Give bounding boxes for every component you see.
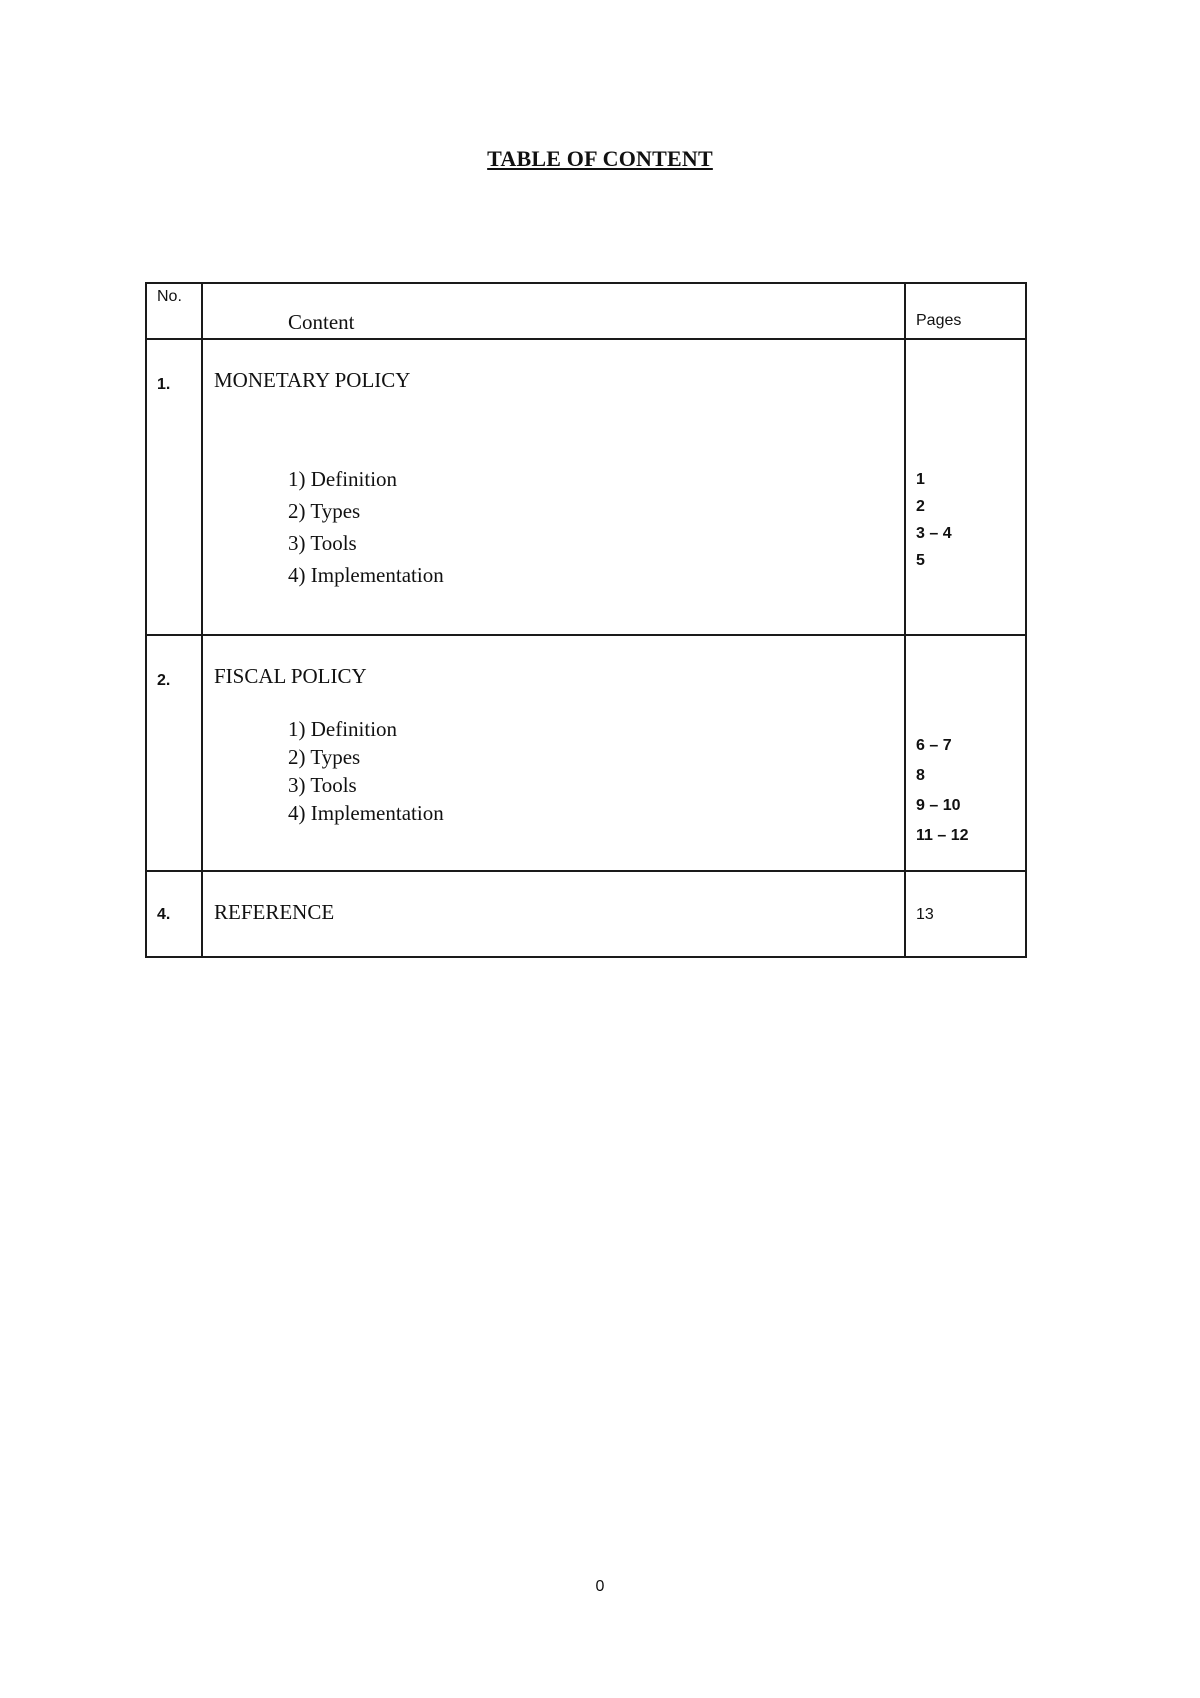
table-header-row [146,283,1026,339]
page-ref: 3 – 4 [916,525,952,542]
header-content: Content [202,283,905,339]
section-number: 2. [146,635,202,871]
subsection-item: 4) Implementation [288,801,444,825]
document-title: TABLE OF CONTENT [487,146,713,171]
subsection-item: 2) Types [288,745,361,769]
page-list [906,466,1025,574]
subsection-list [203,715,904,827]
section-title: FISCAL POLICY [214,664,367,688]
page-ref: 11 – 12 [916,827,969,844]
table-of-contents [145,282,1027,958]
page-ref: 1 [916,471,925,488]
page-ref: 2 [916,498,925,515]
section-pages: 13 [905,871,1026,957]
toc-row-reference [146,871,1026,957]
section-content [202,339,905,635]
section-content [202,871,905,957]
subsection-item: 1) Definition [288,467,398,491]
toc-row-fiscal-policy [146,635,1026,871]
page-ref: 5 [916,552,925,569]
subsection-item: 3) Tools [288,773,357,797]
header-pages: Pages [905,283,1026,339]
page-ref: 8 [916,767,925,784]
section-number: 4. [146,871,202,957]
section-number: 1. [146,339,202,635]
subsection-item: 3) Tools [288,531,357,555]
section-title: MONETARY POLICY [214,368,411,392]
subsection-item: 2) Types [288,499,361,523]
page-ref: 9 – 10 [916,797,961,814]
subsection-list [203,463,904,591]
section-pages [905,635,1026,871]
page-number: 0 [595,1578,605,1595]
section-content [202,635,905,871]
page-ref: 6 – 7 [916,737,952,754]
subsection-item: 4) Implementation [288,563,444,587]
section-title: REFERENCE [214,900,335,924]
section-pages [905,339,1026,635]
page-list [906,731,1025,851]
subsection-item: 1) Definition [288,717,398,741]
toc-row-monetary-policy [146,339,1026,635]
header-no: No. [146,283,202,339]
